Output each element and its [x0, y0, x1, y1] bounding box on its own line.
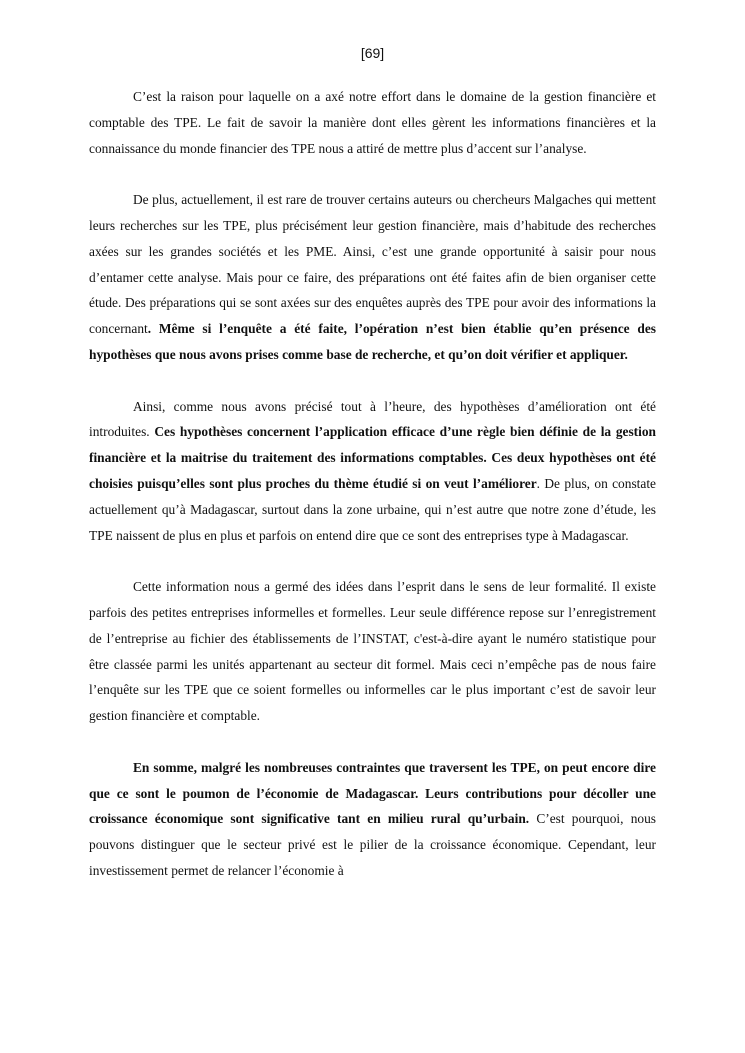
- text-run: C’est la raison pour laquelle on a axé notre effort dans le domaine de la gestion financière et comptable des TPE. Le fait de savoir la manière dont elles gèrent les informations financières et la connaissance du monde financier des TPE nous a attiré de mettre plus d’accent sur l’analyse.: [89, 89, 656, 156]
- paragraph: [89, 84, 656, 161]
- text-run: Ainsi, comme nous avons précisé tout à l’heure, des hypothèses d’amélioration ont été introduites.: [89, 398, 656, 440]
- bold-text-run: . Même si l’enquête a été faite, l’opération n’est bien établie qu’en présence des hypothèses que nous avons prises comme base de recherche, et qu’on doit vérifier et appliquer.: [89, 321, 656, 362]
- paragraph-gap: [89, 729, 656, 755]
- paragraph: [89, 755, 656, 884]
- page-number: [69]: [360, 45, 385, 61]
- text-run: Cette information nous a germé des idées dans l’esprit dans le sens de leur formalité. Il existe parfois des petites entreprises informelles et formelles. Leur seule différence repose sur l’enregistrement de l’entreprise au fichier des établissements de l’INSTAT, c'est-à-dire ayant le numéro statistique pour être classée parmi les unités appartenant au secteur dit formel. Mais ceci n’empêche pas de nous faire l’enquête sur les TPE que ce soient formelles ou informelles car le plus important c’est de savoir leur gestion financière et comptable.: [89, 579, 656, 724]
- bold-text-run: En somme, malgré les nombreuses contraintes que traversent les TPE, on peut encore dire que ce sont le poumon de l’économie de Madagascar. Leurs contributions pour décoller une croissance économique sont significative tant en milieu rural qu’urbain.: [89, 759, 656, 827]
- paragraph-gap: [89, 368, 656, 394]
- body-text: [89, 84, 656, 884]
- paragraph-gap: [89, 161, 656, 187]
- paragraph: [89, 394, 656, 549]
- paragraph: [89, 574, 656, 729]
- text-run: . De plus, on constate actuellement qu’à Madagascar, surtout dans la zone urbaine, qui n’est autre que notre zone d’étude, les TPE naissent de plus en plus et parfois on entend dire que ce sont des entreprises type à Madagascar.: [89, 475, 656, 543]
- text-run: De plus, actuellement, il est rare de trouver certains auteurs ou chercheurs Malgaches qui mettent leurs recherches sur les TPE, plus précisément leur gestion financière, mais d’habitude des recherches axées sur les grandes sociétés et les PME. Ainsi, c’est une grande opportunité à saisir pour nous d’entamer cette analyse. Mais pour ce faire, des préparations ont été faites afin de bien organiser cette étude. Des préparations qui se sont axées sur des enquêtes auprès des TPE pour avoir des informations la concernant: [89, 192, 656, 337]
- text-run: C’est pourquoi, nous pouvons distinguer que le secteur privé est le pilier de la croissance économique. Cependant, leur investissement permet de relancer l’économie à: [89, 811, 656, 878]
- paragraph-gap: [89, 548, 656, 574]
- paragraph: [89, 187, 656, 368]
- bold-text-run: Ces hypothèses concernent l’application efficace d’une règle bien définie de la gestion financière et la maitrise du traitement des informations comptables. Ces deux hypothèses ont été choisies puisqu’elles sont plus proches du thème étudié si on veut l’améliorer: [89, 424, 656, 491]
